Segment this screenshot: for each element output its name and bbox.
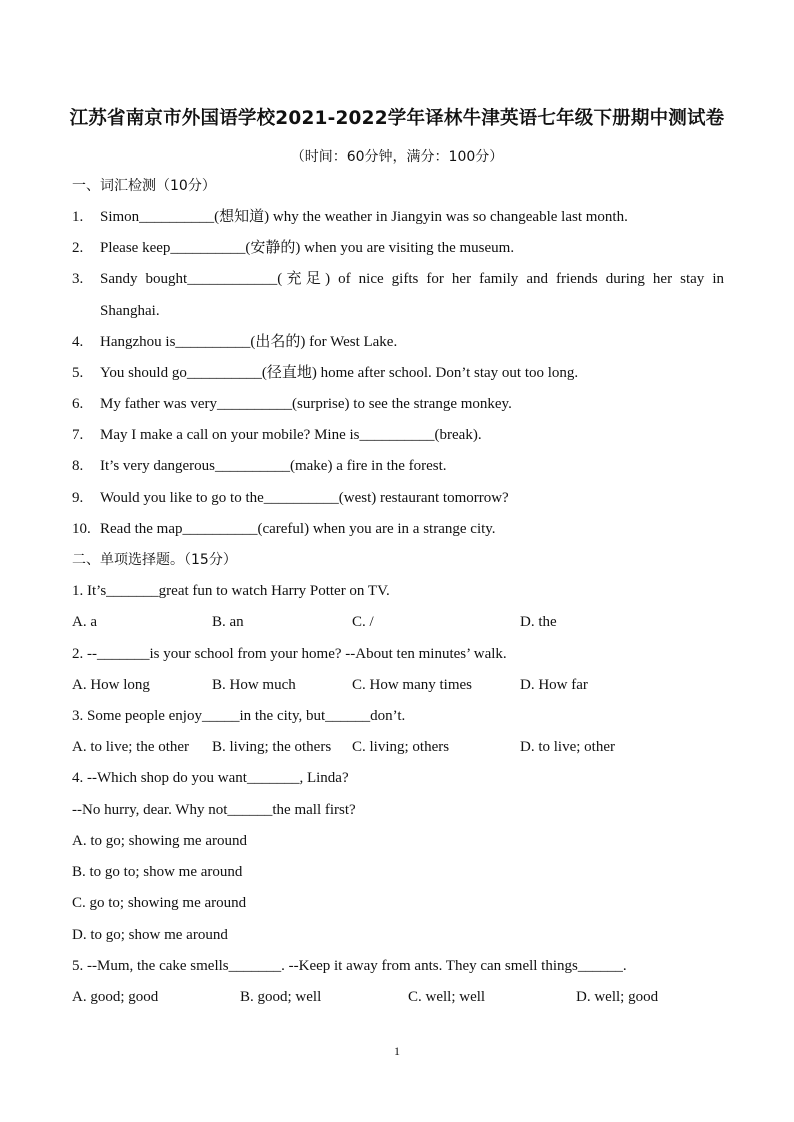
question-5-stem: 5. --Mum, the cake smells_______. --Keep it away from ants. They can smell things______.: [72, 958, 627, 974]
page-number: 1: [394, 1044, 400, 1058]
question-1-option-d: D. the: [520, 614, 557, 630]
vocab-item-1: [72, 208, 628, 226]
item-number: 1.: [72, 209, 84, 225]
vocab-item-9: [72, 489, 509, 507]
item-number: 6.: [72, 396, 84, 412]
item-text: Read the map__________(careful) when you are in a strange city.: [100, 521, 496, 537]
item-number: 4.: [72, 334, 84, 350]
section-heading-vocabulary: 一、词汇检测（10分）: [72, 178, 216, 194]
item-text: Simon__________(想知道) why the weather in Jiangyin was so changeable last month.: [100, 209, 628, 225]
question-2-option-c: C. How many times: [352, 677, 472, 693]
item-text: You should go__________(径直地) home after school. Don’t stay out too long.: [100, 365, 579, 381]
item-text: Hangzhou is__________(出名的) for West Lake.: [100, 334, 398, 350]
question-3-stem: 3. Some people enjoy_____in the city, but______don’t.: [72, 708, 406, 724]
item-text: It’s very dangerous__________(make) a fire in the forest.: [100, 458, 447, 474]
vocab-item-3: [72, 270, 724, 288]
question-4-stem: 4. --Which shop do you want_______, Linda?: [72, 770, 349, 786]
vocab-item-7: [72, 426, 482, 444]
item-text: Sandy bought____________(充足) of nice gifts for her family and friends during her stay in: [100, 271, 724, 287]
question-3-option-a: A. to live; the other: [72, 739, 190, 755]
exam-info: （时间：60分钟，满分：100分）: [290, 149, 504, 165]
item-text: May I make a call on your mobile? Mine is__________(break).: [100, 427, 482, 443]
question-5-option-c: C. well; well: [408, 989, 486, 1005]
item-number: 5.: [72, 365, 84, 381]
question-4-option-c: C. go to; showing me around: [72, 895, 247, 911]
question-2-option-b: B. How much: [212, 677, 296, 693]
question-4-option-a: A. to go; showing me around: [72, 833, 247, 849]
vocab-item-3-continuation: Shanghai.: [100, 303, 160, 319]
item-text: My father was very__________(surprise) to see the strange monkey.: [100, 396, 512, 412]
question-5-option-d: D. well; good: [576, 989, 659, 1005]
question-1-option-c: C. /: [352, 614, 374, 630]
question-3-option-b: B. living; the others: [212, 739, 332, 755]
question-4-stem-reply: --No hurry, dear. Why not______the mall first?: [72, 802, 356, 818]
question-3-option-d: D. to live; other: [520, 739, 615, 755]
item-number: 8.: [72, 458, 84, 474]
question-5-option-b: B. good; well: [240, 989, 322, 1005]
section-heading-multiple-choice: 二、单项选择题。（15分）: [72, 552, 237, 568]
item-text: Please keep__________(安静的) when you are visiting the museum.: [100, 240, 515, 256]
question-1-option-b: B. an: [212, 614, 244, 630]
question-3-option-c: C. living; others: [352, 739, 450, 755]
question-2-option-a: A. How long: [72, 677, 150, 693]
question-2-option-d: D. How far: [520, 677, 588, 693]
item-text: Would you like to go to the__________(west) restaurant tomorrow?: [100, 490, 509, 506]
question-4-option-d: D. to go; show me around: [72, 927, 228, 943]
vocab-item-6: [72, 395, 512, 413]
page-title: 江苏省南京市外国语学校2021-2022学年译林牛津英语七年级下册期中测试卷: [69, 108, 725, 129]
item-number: 2.: [72, 240, 84, 256]
question-5-option-a: A. good; good: [72, 989, 159, 1005]
question-2-stem: 2. --_______is your school from your home? --About ten minutes’ walk.: [72, 646, 507, 662]
item-number: 3.: [72, 271, 84, 287]
item-number: 9.: [72, 490, 84, 506]
vocab-item-10: [72, 520, 496, 538]
vocab-item-2: [72, 239, 514, 257]
item-number: 7.: [72, 427, 84, 443]
vocab-item-5: [72, 364, 578, 382]
vocab-item-4: [72, 333, 397, 351]
question-1-option-a: A. a: [72, 614, 97, 630]
question-1-stem: 1. It’s_______great fun to watch Harry Potter on TV.: [72, 583, 390, 599]
vocab-item-8: [72, 457, 447, 475]
question-4-option-b: B. to go to; show me around: [72, 864, 243, 880]
item-number: 10.: [72, 521, 91, 537]
